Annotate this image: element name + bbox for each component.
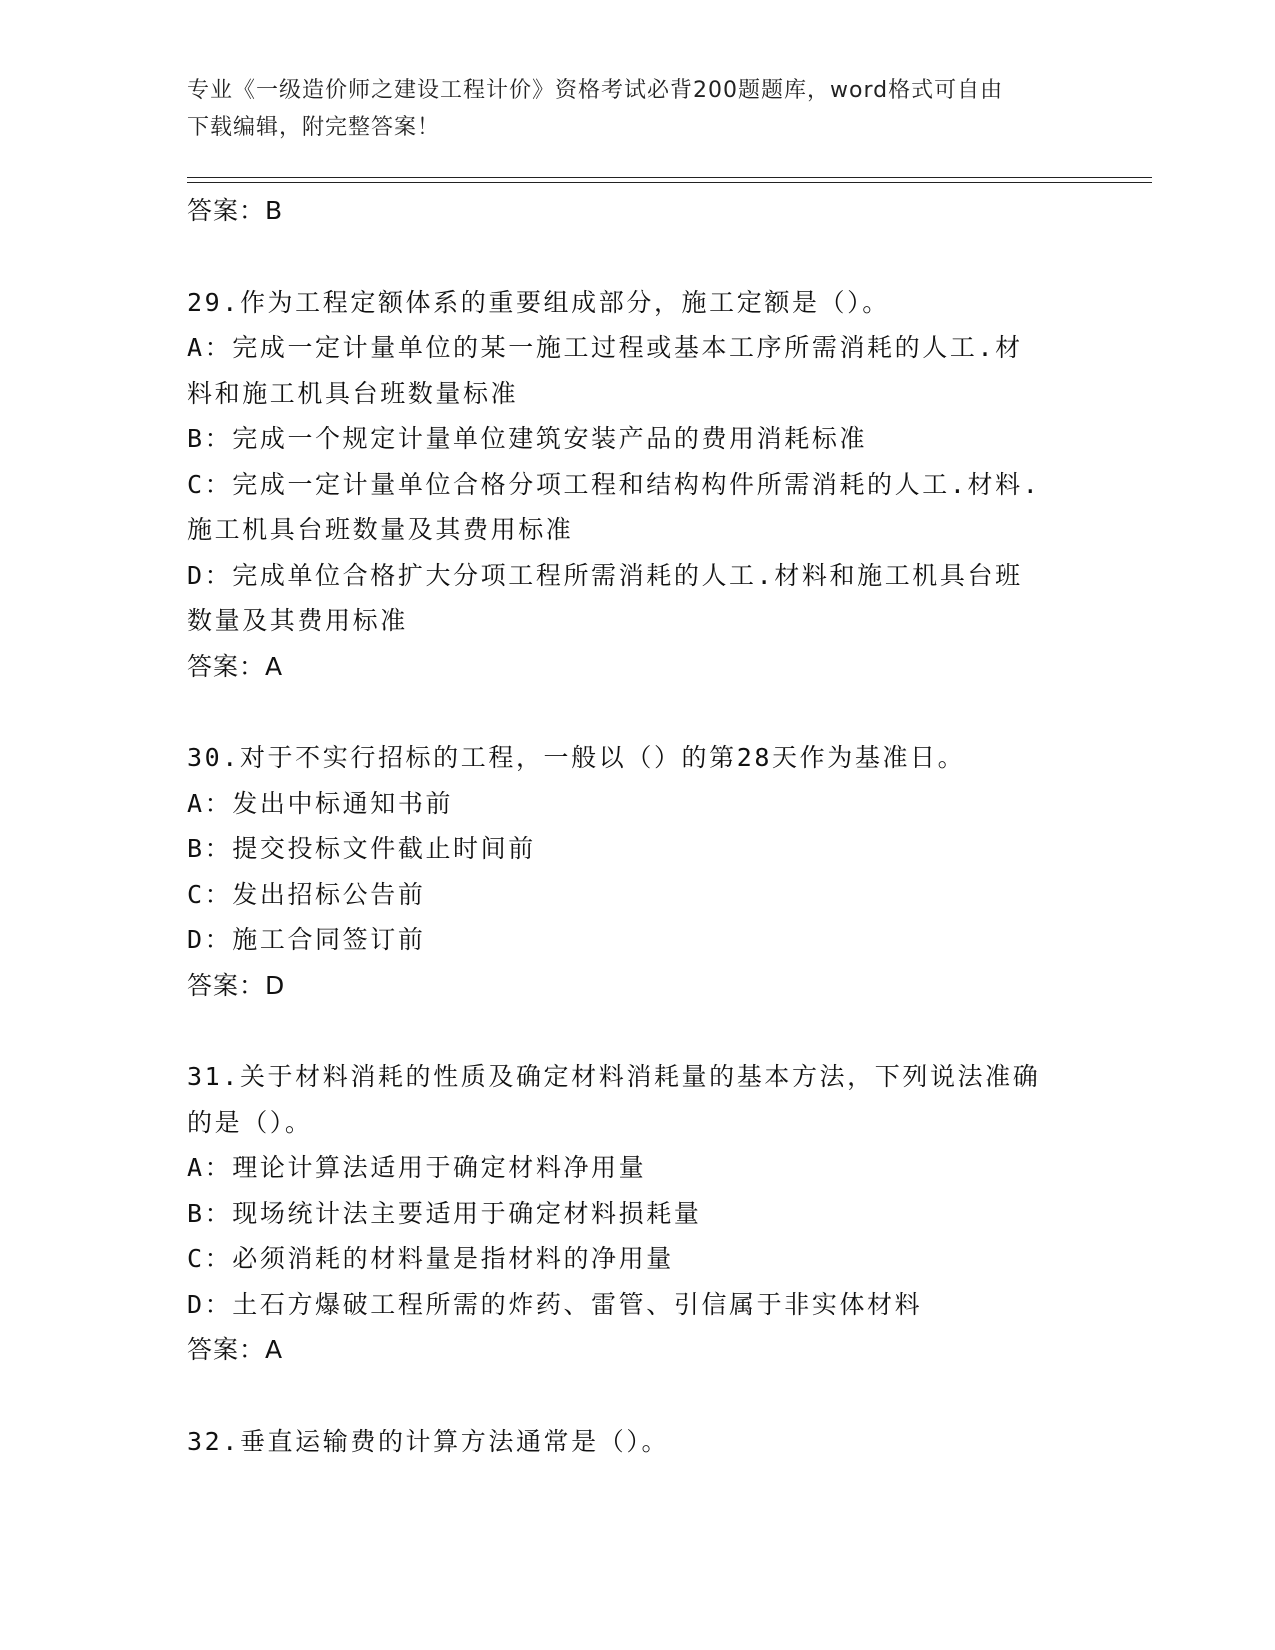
option-d: D：施工合同签订前 <box>187 925 426 954</box>
question-text: 29.作为工程定额体系的重要组成部分，施工定额是（）。 <box>187 287 890 317</box>
spacer <box>187 234 1087 280</box>
question-29 <box>187 280 1087 690</box>
spacer <box>187 1008 1087 1054</box>
option-d: D：完成单位合格扩大分项工程所需消耗的人工.材料和施工机具台班 <box>187 560 1023 590</box>
option-b: B：提交投标文件截止时间前 <box>187 834 536 863</box>
answer: 答案：A <box>187 1335 284 1364</box>
option-c: C：完成一定计量单位合格分项工程和结构构件所需消耗的人工.材料. <box>187 469 1041 499</box>
document-body <box>187 188 1087 1464</box>
question-text-cont: 的是（）。 <box>187 1107 313 1137</box>
option-d-cont: 数量及其费用标准 <box>187 606 408 635</box>
spacer <box>187 689 1087 735</box>
option-a: A：完成一定计量单位的某一施工过程或基本工序所需消耗的人工.材 <box>187 333 1023 362</box>
option-a-cont: 料和施工机具台班数量标准 <box>187 378 519 408</box>
question-32 <box>187 1419 1087 1465</box>
answer: 答案：A <box>187 651 284 681</box>
answer-28: 答案：B <box>187 196 284 225</box>
header-divider-bottom <box>187 182 1152 183</box>
option-a: A：理论计算法适用于确定材料净用量 <box>187 1153 647 1182</box>
question-text: 31.关于材料消耗的性质及确定材料消耗量的基本方法，下列说法准确 <box>187 1062 1041 1091</box>
spacer <box>187 1373 1087 1419</box>
question-text: 30.对于不实行招标的工程，一般以（）的第28天作为基准日。 <box>187 743 966 772</box>
header-line-1: 专业《一级造价师之建设工程计价》资格考试必背200题题库，word格式可自由 <box>187 78 1004 103</box>
question-text: 32.垂直运输费的计算方法通常是（）。 <box>187 1426 670 1456</box>
option-b: B：现场统计法主要适用于确定材料损耗量 <box>187 1198 702 1228</box>
page-header <box>187 72 1067 146</box>
answer: 答案：D <box>187 970 286 1000</box>
header-divider-top <box>187 177 1152 178</box>
option-c: C：必须消耗的材料量是指材料的净用量 <box>187 1244 674 1273</box>
option-d: D：土石方爆破工程所需的炸药、雷管、引信属于非实体材料 <box>187 1289 923 1319</box>
option-b: B：完成一个规定计量单位建筑安装产品的费用消耗标准 <box>187 424 868 453</box>
header-line-2: 下载编辑，附完整答案！ <box>187 115 441 140</box>
question-31 <box>187 1054 1087 1373</box>
option-c: C：发出招标公告前 <box>187 879 426 909</box>
option-c-cont: 施工机具台班数量及其费用标准 <box>187 515 574 544</box>
question-30 <box>187 735 1087 1008</box>
option-a: A：发出中标通知书前 <box>187 788 454 818</box>
